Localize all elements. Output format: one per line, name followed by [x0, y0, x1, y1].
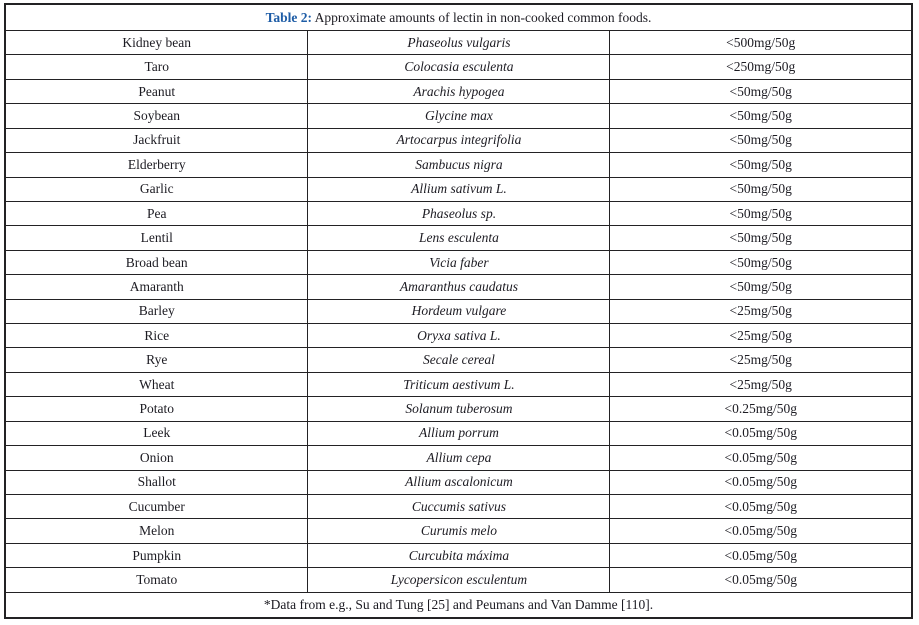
- scientific-name-cell: Arachis hypogea: [308, 79, 610, 103]
- food-name-cell: Pea: [5, 201, 308, 225]
- scientific-name-cell: Allium ascalonicum: [308, 470, 610, 494]
- food-name-cell: Pumpkin: [5, 543, 308, 567]
- table-row: [5, 324, 912, 348]
- lectin-amount-cell: <0.05mg/50g: [610, 446, 912, 470]
- table-row: [5, 348, 912, 372]
- table-row: [5, 543, 912, 567]
- lectin-amount-cell: <250mg/50g: [610, 55, 912, 79]
- table-row: [5, 568, 912, 593]
- food-name-cell: Peanut: [5, 79, 308, 103]
- lectin-amount-cell: <50mg/50g: [610, 79, 912, 103]
- table-row: [5, 519, 912, 543]
- scientific-name-cell: Phaseolus sp.: [308, 201, 610, 225]
- food-name-cell: Potato: [5, 397, 308, 421]
- scientific-name-cell: Allium cepa: [308, 446, 610, 470]
- table-row: [5, 55, 912, 79]
- table-row: [5, 299, 912, 323]
- scientific-name-cell: Phaseolus vulgaris: [308, 31, 610, 55]
- lectin-amount-cell: <50mg/50g: [610, 275, 912, 299]
- table-caption-label: Table 2:: [265, 9, 313, 25]
- lectin-amount-cell: <25mg/50g: [610, 299, 912, 323]
- food-name-cell: Soybean: [5, 104, 308, 128]
- table-row: [5, 128, 912, 152]
- scientific-name-cell: Allium porrum: [308, 421, 610, 445]
- scientific-name-cell: Curumis melo: [308, 519, 610, 543]
- table-row: [5, 397, 912, 421]
- scientific-name-cell: Colocasia esculenta: [308, 55, 610, 79]
- lectin-amount-cell: <0.05mg/50g: [610, 495, 912, 519]
- food-name-cell: Wheat: [5, 372, 308, 396]
- table-row: [5, 470, 912, 494]
- table-row: [5, 79, 912, 103]
- table-row: [5, 446, 912, 470]
- lectin-amount-cell: <50mg/50g: [610, 104, 912, 128]
- lectin-amount-cell: <50mg/50g: [610, 226, 912, 250]
- table-row: [5, 104, 912, 128]
- table-row: [5, 250, 912, 274]
- food-name-cell: Melon: [5, 519, 308, 543]
- scientific-name-cell: Amaranthus caudatus: [308, 275, 610, 299]
- lectin-table: [4, 3, 913, 619]
- food-name-cell: Rice: [5, 324, 308, 348]
- scientific-name-cell: Artocarpus integrifolia: [308, 128, 610, 152]
- table-caption-text: Approximate amounts of lectin in non-cooked common foods.: [312, 9, 652, 25]
- lectin-amount-cell: <0.05mg/50g: [610, 421, 912, 445]
- scientific-name-cell: Curcubita máxima: [308, 543, 610, 567]
- scientific-name-cell: Lycopersicon esculentum: [308, 568, 610, 593]
- scientific-name-cell: Triticum aestivum L.: [308, 372, 610, 396]
- scientific-name-cell: Sambucus nigra: [308, 153, 610, 177]
- food-name-cell: Onion: [5, 446, 308, 470]
- scientific-name-cell: Vicia faber: [308, 250, 610, 274]
- scientific-name-cell: Lens esculenta: [308, 226, 610, 250]
- food-name-cell: Leek: [5, 421, 308, 445]
- scientific-name-cell: Oryxa sativa L.: [308, 324, 610, 348]
- food-name-cell: Taro: [5, 55, 308, 79]
- lectin-amount-cell: <0.05mg/50g: [610, 519, 912, 543]
- lectin-amount-cell: <50mg/50g: [610, 153, 912, 177]
- scientific-name-cell: Hordeum vulgare: [308, 299, 610, 323]
- scientific-name-cell: Secale cereal: [308, 348, 610, 372]
- food-name-cell: Cucumber: [5, 495, 308, 519]
- table-title-row: [5, 4, 912, 31]
- lectin-amount-cell: <0.05mg/50g: [610, 543, 912, 567]
- table-footnote-row: [5, 593, 912, 619]
- lectin-table-frame: [4, 3, 913, 619]
- scientific-name-cell: Allium sativum L.: [308, 177, 610, 201]
- table-row: [5, 201, 912, 225]
- food-name-cell: Barley: [5, 299, 308, 323]
- lectin-amount-cell: <500mg/50g: [610, 31, 912, 55]
- food-name-cell: Rye: [5, 348, 308, 372]
- food-name-cell: Garlic: [5, 177, 308, 201]
- table-row: [5, 421, 912, 445]
- lectin-amount-cell: <0.05mg/50g: [610, 470, 912, 494]
- lectin-amount-cell: <25mg/50g: [610, 372, 912, 396]
- food-name-cell: Shallot: [5, 470, 308, 494]
- lectin-amount-cell: <50mg/50g: [610, 177, 912, 201]
- scientific-name-cell: Cuccumis sativus: [308, 495, 610, 519]
- lectin-amount-cell: <25mg/50g: [610, 324, 912, 348]
- table-row: [5, 226, 912, 250]
- table-row: [5, 153, 912, 177]
- food-name-cell: Jackfruit: [5, 128, 308, 152]
- lectin-amount-cell: <0.05mg/50g: [610, 568, 912, 593]
- lectin-amount-cell: <50mg/50g: [610, 201, 912, 225]
- table-row: [5, 275, 912, 299]
- food-name-cell: Broad bean: [5, 250, 308, 274]
- lectin-amount-cell: <0.25mg/50g: [610, 397, 912, 421]
- scientific-name-cell: Glycine max: [308, 104, 610, 128]
- food-name-cell: Kidney bean: [5, 31, 308, 55]
- food-name-cell: Elderberry: [5, 153, 308, 177]
- lectin-amount-cell: <50mg/50g: [610, 128, 912, 152]
- table-caption: [5, 4, 912, 31]
- food-name-cell: Amaranth: [5, 275, 308, 299]
- table-row: [5, 372, 912, 396]
- table-row: [5, 177, 912, 201]
- table-row: [5, 495, 912, 519]
- table-row: [5, 31, 912, 55]
- table-footnote: *Data from e.g., Su and Tung [25] and Peumans and Van Damme [110].: [5, 593, 912, 619]
- scientific-name-cell: Solanum tuberosum: [308, 397, 610, 421]
- lectin-amount-cell: <25mg/50g: [610, 348, 912, 372]
- lectin-amount-cell: <50mg/50g: [610, 250, 912, 274]
- food-name-cell: Tomato: [5, 568, 308, 593]
- food-name-cell: Lentil: [5, 226, 308, 250]
